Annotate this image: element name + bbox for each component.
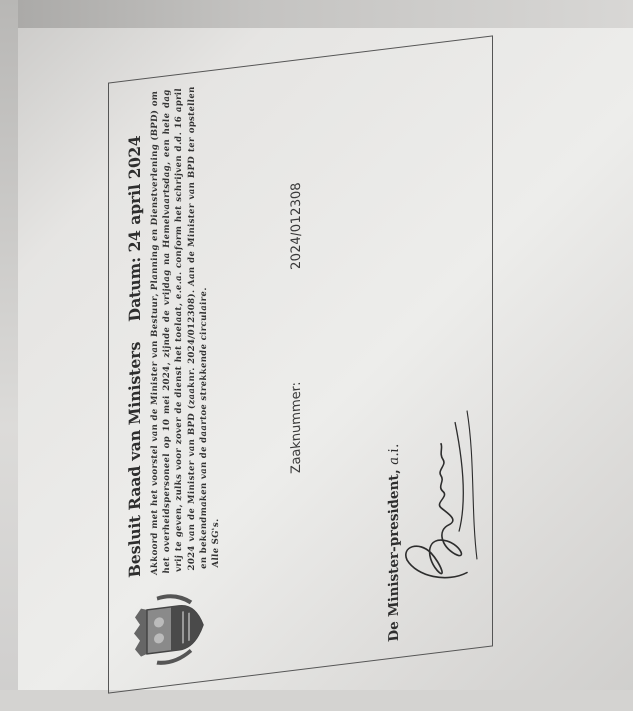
document-date: Datum: 24 april 2024 — [124, 133, 144, 323]
scan-shadow-left — [0, 0, 18, 711]
decision-text: Akkoord met het voorstel van de Minister van Bestuur, Planning en Dienstverlening (BPD) om het overheidspersoneel op 10 mei 2024, zijnde de vrijdag na Hemelvaartsdag, een hele dag vrij te geven, zulks voor zover de dienst het toelaat, e.e.a. conform het schrijven d.d. 16 april 2024 van de Minister van BPD (zaaknr. 2024/012308). Aan de Minister van BPD ter opstellen en bekendmaken van de daartoe strekkende circulaire. — [149, 85, 209, 575]
signatory-ai-note: a.i. — [385, 442, 402, 466]
decision-document — [108, 35, 493, 693]
signatory-title: De Minister-president, — [385, 468, 402, 643]
handwritten-signature — [397, 398, 483, 609]
title-text: Besluit Raad van Ministers — [124, 340, 144, 579]
case-number-label: Zaaknummer: — [288, 380, 304, 474]
document-title — [125, 86, 144, 578]
scan-shadow-top — [0, 0, 633, 28]
case-number-value: 2024/012308 — [288, 180, 304, 270]
scan-shadow-bottom — [0, 690, 633, 711]
decision-body — [149, 82, 222, 575]
distribution-note: Alle SG's. — [210, 517, 221, 568]
coat-of-arms-icon — [131, 586, 209, 672]
